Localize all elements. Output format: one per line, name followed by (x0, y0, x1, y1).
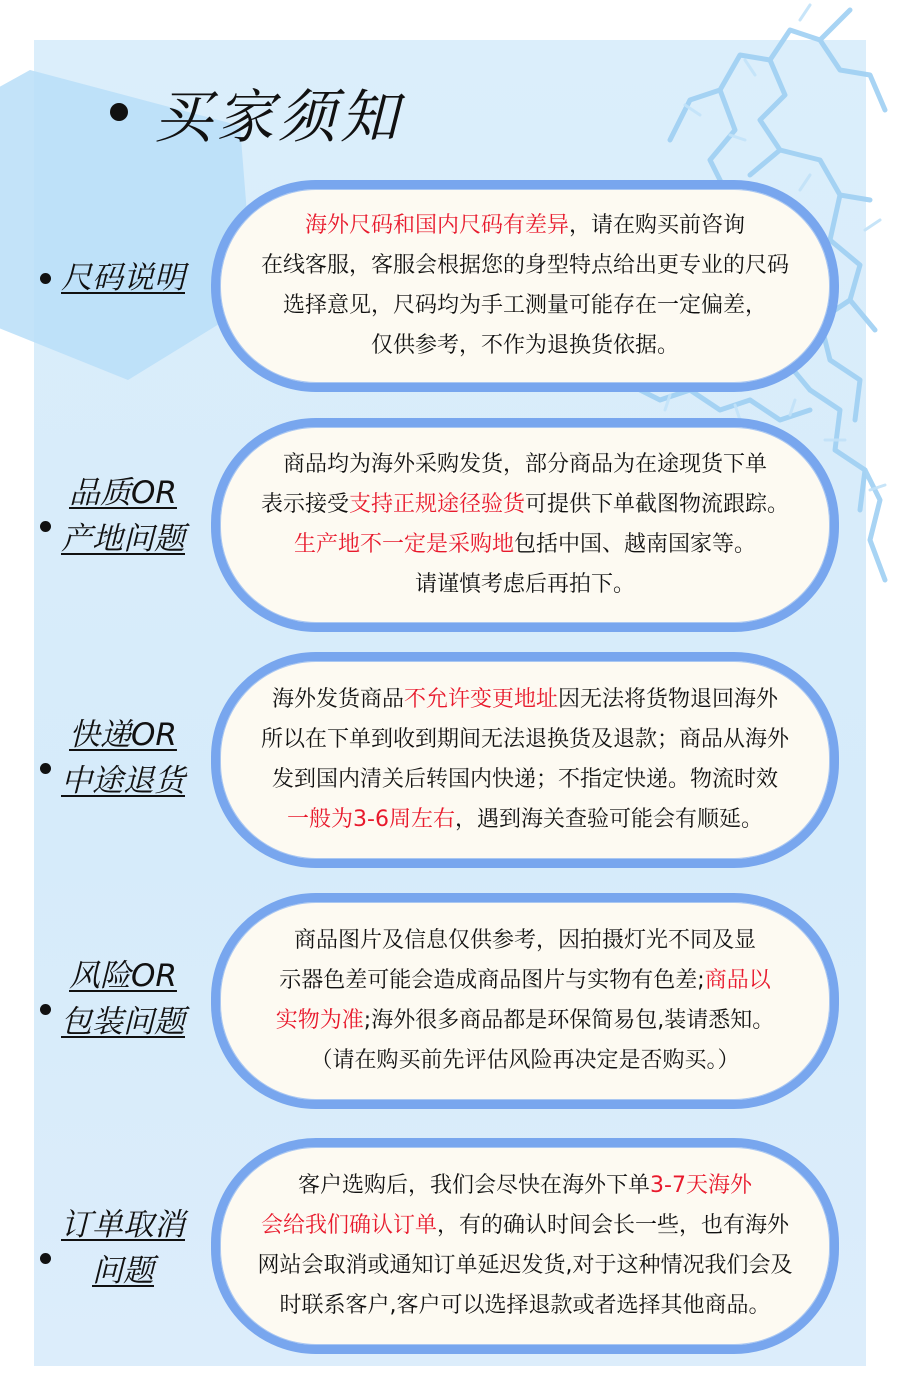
notice-line (415, 565, 635, 605)
section-bullet (40, 521, 51, 532)
notice-line (371, 326, 679, 366)
highlighted-text: 支持正规途径验货 (348, 492, 525, 517)
notice-text: 时联系客户,客户可以选择退款或者选择其他商品。 (279, 1293, 771, 1318)
section-label-line: 风险OR (69, 958, 177, 994)
notice-line (272, 760, 778, 800)
section-label-line: 产地问题 (61, 521, 185, 557)
notice-text: 可提供下单截图物流跟踪。 (525, 492, 790, 517)
notice-text: 因无法将货物退回海外 (558, 687, 779, 712)
notice-text: ，有的确认时间会长一些，也有海外 (437, 1213, 790, 1238)
section-label-text (61, 712, 185, 804)
notice-line (261, 246, 789, 286)
section-bullet (40, 1004, 51, 1015)
highlighted-text: 一般为3-6周左右 (287, 807, 455, 832)
notice-line (276, 1001, 774, 1041)
notice-text: 海外发货商品 (271, 687, 404, 712)
section-label-line: 品质OR (69, 475, 177, 511)
notice-text: 表示接受 (260, 492, 349, 517)
section-label-text (61, 255, 185, 301)
notice-line (283, 286, 767, 326)
notice-line (310, 1041, 739, 1081)
section-label-line: 快递OR (69, 717, 177, 753)
notice-line (258, 1246, 793, 1286)
section-label-line: 订单取消 (61, 1207, 185, 1243)
notice-text: 选择意见，尺码均为手工测量可能存在一定偏差， (282, 293, 767, 318)
section-label-order-cancel (40, 1202, 185, 1294)
notice-line (261, 720, 789, 760)
notice-line (283, 445, 767, 485)
notice-text: 商品图片及信息仅供参考，因拍摄灯光不同及显 (293, 928, 756, 953)
section-label-shipping-return (40, 712, 185, 804)
section-bullet (40, 1253, 51, 1264)
notice-card-order-cancel (211, 1138, 839, 1354)
notice-text: ;海外很多商品都是环保简易包,装请悉知。 (363, 1008, 775, 1033)
highlighted-text: 海外尺码和国内尺码有差异 (304, 213, 569, 238)
section-label-line: 包装问题 (61, 1004, 185, 1040)
notice-card-risk-packaging (211, 893, 839, 1109)
section-label-text (61, 1202, 185, 1294)
section-bullet (40, 273, 51, 284)
notice-text: 在线客服，客服会根据您的身型特点给出更专业的尺码 (260, 253, 789, 278)
highlighted-text: 3-7天海外 (650, 1173, 752, 1198)
notice-line (294, 921, 756, 961)
notice-card-shipping-return (211, 652, 839, 868)
notice-text: 包括中国、越南国家等。 (514, 532, 757, 557)
notice-text: 网站会取消或通知订单延迟发货,对于这种情况我们会及 (257, 1253, 793, 1278)
notice-line (294, 525, 756, 565)
notice-text: 商品均为海外采购发货，部分商品为在途现货下单 (282, 452, 767, 477)
title-bullet (110, 103, 128, 121)
notice-line (272, 680, 778, 720)
notice-card-size (211, 180, 839, 392)
highlighted-text: 不允许变更地址 (403, 687, 558, 712)
section-label-text (61, 953, 185, 1045)
highlighted-text: 实物为准 (275, 1008, 364, 1033)
notice-line (298, 1166, 752, 1206)
section-label-line: 尺码说明 (61, 260, 185, 296)
notice-line (279, 961, 770, 1001)
section-label-quality-origin (40, 470, 185, 562)
section-bullet (40, 763, 51, 774)
notice-line (261, 485, 789, 525)
section-label-size (40, 255, 185, 301)
section-label-line: 问题 (92, 1253, 154, 1289)
notice-text: 仅供参考，不作为退换货依据。 (370, 333, 679, 358)
notice-text: 客户选购后，我们会尽快在海外下单 (298, 1173, 651, 1198)
notice-text: （请在购买前先评估风险再决定是否购买。） (310, 1048, 740, 1073)
page-title-text: 买家须知 (154, 83, 403, 151)
notice-card-quality-origin (211, 418, 839, 632)
notice-text: 请谨慎考虑后再拍下。 (414, 572, 635, 597)
notice-line (280, 1286, 771, 1326)
highlighted-text: 生产地不一定是采购地 (293, 532, 514, 557)
highlighted-text: 商品以 (704, 968, 771, 993)
section-label-line: 中途退货 (61, 763, 185, 799)
notice-text: 示器色差可能会造成商品图片与实物有色差; (279, 968, 705, 993)
notice-text: 所以在下单到收到期间无法退换货及退款；商品从海外 (260, 727, 789, 752)
section-label-risk-packaging (40, 953, 185, 1045)
notice-line (287, 800, 763, 840)
page-title (110, 70, 402, 154)
section-label-text (61, 470, 185, 562)
notice-text: ，请在购买前咨询 (569, 213, 746, 238)
highlighted-text: 会给我们确认订单 (260, 1213, 437, 1238)
notice-line (305, 206, 745, 246)
notice-text: 发到国内清关后转国内快递；不指定快递。物流时效 (271, 767, 778, 792)
notice-line (261, 1206, 789, 1246)
notice-text: ，遇到海关查验可能会有顺延。 (454, 807, 763, 832)
